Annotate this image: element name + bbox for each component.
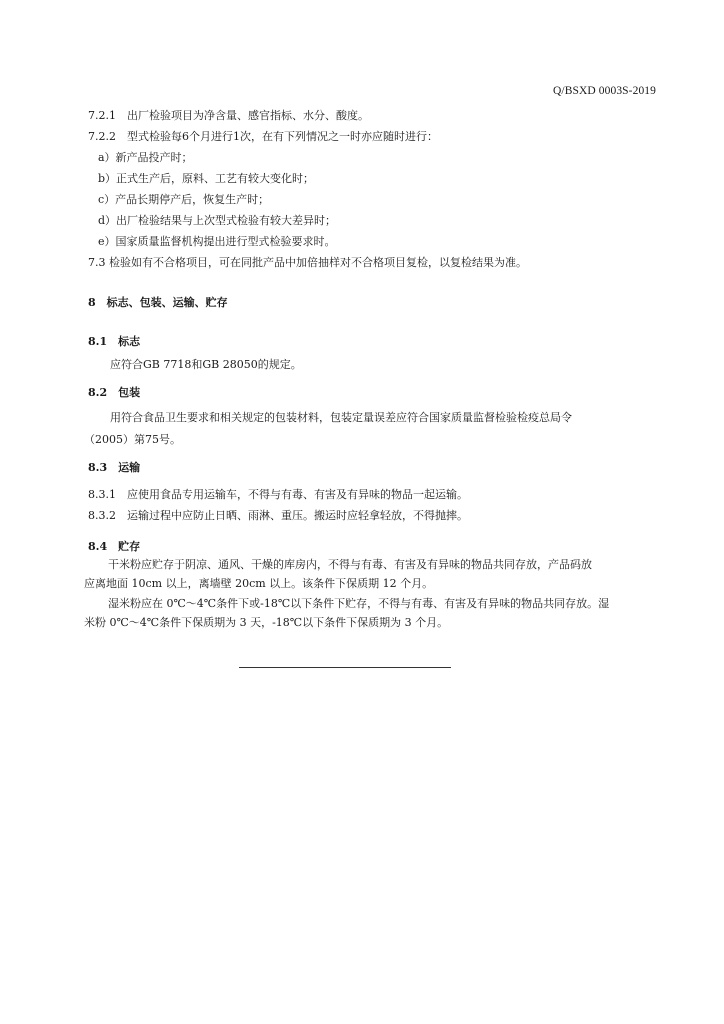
section-8-4-text-line3: 湿米粉应在 0℃～4℃条件下或-18℃以下条件下贮存，不得与有毒、有害及有异味的物品共同存放。湿 <box>108 597 610 610</box>
list-item-b: b）正式生产后，原料、工艺有较大变化时； <box>98 172 315 185</box>
list-item-e: e）国家质量监督机构提出进行型式检验要求时。 <box>98 235 336 248</box>
clause-7-3: 7.3 检验如有不合格项目，可在同批产品中加倍抽样对不合格项目复检，以复检结果为准。 <box>88 256 527 269</box>
section-8-4-text-line4: 米粉 0℃～4℃条件下保质期为 3 天，-18℃以下条件下保质期为 3 个月。 <box>84 616 449 629</box>
section-8-4-text-line1: 干米粉应贮存于阴凉、通风、干燥的库房内，不得与有毒、有害及有异味的物品共同存放，产品码放 <box>108 558 592 571</box>
clause-8-3-2: 8.3.2 运输过程中应防止日晒、雨淋、重压。搬运时应轻拿轻放，不得抛摔。 <box>88 509 468 522</box>
section-8-heading: 8 标志、包装、运输、贮存 <box>88 296 228 309</box>
document-code: Q/BSXD 0003S-2019 <box>553 85 656 97</box>
section-8-4-text-line2: 应离地面 10cm 以上，离墙壁 20cm 以上。该条件下保质期 12 个月。 <box>84 577 434 590</box>
section-8-2-text-line1: 用符合食品卫生要求和相关规定的包装材料，包装定量误差应符合国家质量监督检验检疫总局令 <box>110 411 572 424</box>
section-8-3-heading: 8.3 运输 <box>88 461 141 474</box>
section-8-1-heading: 8.1 标志 <box>88 335 141 348</box>
section-8-2-text-line2: （2005）第75号。 <box>84 433 181 446</box>
section-8-4-heading: 8.4 贮存 <box>88 540 141 553</box>
list-item-d: d）出厂检验结果与上次型式检验有较大差异时； <box>98 214 337 227</box>
clause-7-2-1: 7.2.1 出厂检验项目为净含量、感官指标、水分、酸度。 <box>88 109 369 122</box>
list-item-a: a）新产品投产时； <box>98 151 193 164</box>
list-item-c: c）产品长期停产后，恢复生产时； <box>98 193 270 206</box>
clause-7-2-2: 7.2.2 型式检验每6个月进行1次，在有下列情况之一时亦应随时进行： <box>88 130 438 143</box>
end-rule <box>239 667 451 668</box>
section-8-1-text: 应符合GB 7718和GB 28050的规定。 <box>110 358 302 371</box>
clause-8-3-1: 8.3.1 应使用食品专用运输车，不得与有毒、有害及有异味的物品一起运输。 <box>88 488 468 501</box>
section-8-2-heading: 8.2 包装 <box>88 386 141 399</box>
